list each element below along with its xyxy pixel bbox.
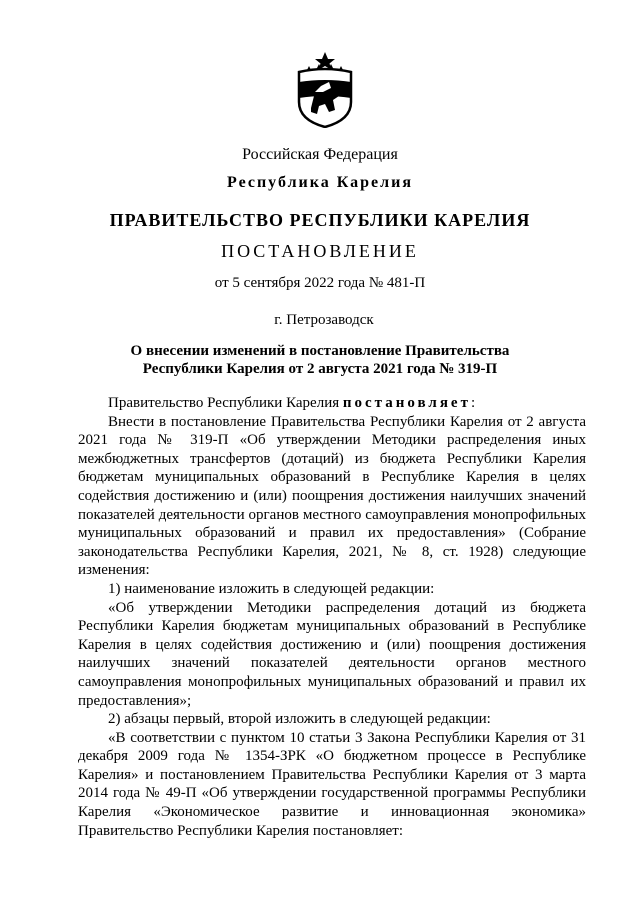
intro-suffix: : [470, 395, 476, 411]
paragraph-2: 1) наименование изложить в следующей редакции: [108, 580, 435, 597]
paragraph-4: 2) абзацы первый, второй изложить в следующей редакции: [108, 711, 491, 728]
document-title [0, 342, 640, 378]
decree-type: ПОСТАНОВЛЕНИЕ [221, 241, 419, 261]
paragraph-3: «Об утверждении Методики распределения дотаций из бюджета Республики Карелия бюджетам муниципальных образований в Республике Карелия в целях содействия достижению и (или) поощрения достижения наилучших значений показателей деятельности органов местного самоуправления монопрофильных муниципальных образований и правил их предоставления»; [78, 599, 586, 709]
document-body [78, 394, 586, 840]
country-name: Российская Федерация [242, 146, 398, 163]
paragraph-5: «В соответствии с пунктом 10 статьи 3 Закона Республики Карелия от 31 декабря 2009 года № 1354-ЗРК «О бюджетном процессе в Республике Карелия» и постановлением Правительства Республики Карелия от 3 марта 2014 года № 49-П «Об утверждении государственной программы Республики Карелия «Экономическое развитие и инновационная экономика» Правительство Республики Карелия постановляет: [78, 729, 586, 839]
title-line-1: О внесении изменений в постановление Правительства [130, 343, 510, 359]
intro-prefix: Правительство Республики Карелия [108, 395, 343, 411]
decree-date: от 5 сентября 2022 года № 481-П [214, 275, 426, 291]
city-name: г. Петрозаводск [274, 312, 374, 328]
paragraph-1: Внести в постановление Правительства Республики Карелия от 2 августа 2021 года № 319-П «Об утверждении Методики распределения иных межбюджетных трансфертов (дотаций) из бюджета Республики Карелия бюджетам муниципальных образований в Республике Карелия в целях содействия достижению и (или) поощрения достижения наилучших значений показателей деятельности органов местного самоуправления монопрофильных муниципальных образований и правил их предоставления» (Собрание законодательства Республики Карелия, 2021, № 8, ст. 1928) следующие изменения: [78, 413, 586, 579]
title-line-2: Республики Карелия от 2 августа 2021 года № 319-П [142, 361, 498, 377]
government-name: ПРАВИТЕЛЬСТВО РЕСПУБЛИКИ КАРЕЛИЯ [109, 210, 531, 230]
republic-name: Республика Карелия [227, 174, 413, 191]
intro-resolves: постановляет [342, 395, 471, 411]
coat-of-arms-emblem [295, 52, 355, 128]
intro-paragraph [78, 394, 586, 413]
